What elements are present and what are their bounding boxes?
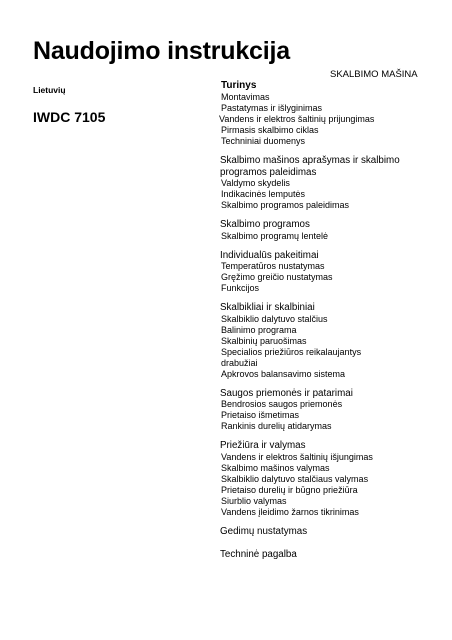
- toc-item: Vandens ir elektros šaltinių prijungimas: [219, 114, 375, 124]
- toc-item: Temperatūros nustatymas: [221, 261, 325, 271]
- toc-section-safety: [219, 388, 439, 433]
- toc-section-title: Skalbimo mašinos aprašymas ir skalbimo: [220, 155, 400, 166]
- toc-section-title: Skalbikliai ir skalbiniai: [220, 302, 315, 313]
- toc-item: Vandens ir elektros šaltinių išjungimas: [221, 451, 373, 462]
- toc-item: Specialios priežiūros reikalaujantys: [221, 346, 362, 357]
- toc-intro-items: [219, 92, 439, 147]
- toc-item: Prietaiso išmetimas: [221, 410, 300, 420]
- toc-section-title: Gedimų nustatymas: [220, 525, 308, 537]
- toc-section-detergents: [219, 302, 439, 380]
- toc-item: Skalbimo programų lentelė: [221, 230, 329, 241]
- toc-section-title: Priežiūra ir valymas: [220, 440, 306, 451]
- toc-item: Vandens įleidimo žarnos tikrinimas: [221, 506, 359, 517]
- toc-item: Funkcijos: [221, 283, 260, 293]
- toc-item: Valdymo skydelis: [221, 178, 290, 188]
- toc-section-title: programos paleidimas: [220, 166, 317, 178]
- toc-item: Pirmasis skalbimo ciklas: [221, 125, 319, 135]
- toc-item: Gręžimo greičio nustatymas: [221, 272, 333, 282]
- toc-section-programs: [219, 219, 439, 242]
- model-number: IWDC 7105: [33, 109, 106, 125]
- toc-item: Skalbimo mašinos valymas: [221, 462, 330, 473]
- toc-section-title: Skalbimo programos: [220, 219, 310, 230]
- toc-item: Bendrosios saugos priemonės: [221, 399, 343, 409]
- language-label: Lietuvių: [33, 85, 66, 95]
- toc-section-title: Individualūs pakeitimai: [220, 249, 319, 261]
- toc-item: Skalbinių paruošimas: [221, 335, 307, 346]
- toc-item: Rankinis durelių atidarymas: [221, 421, 332, 431]
- toc-item: Techniniai duomenys: [221, 136, 306, 146]
- toc-item: Skalbimo programos paleidimas: [221, 200, 350, 210]
- toc-item: drabužiai: [221, 357, 258, 368]
- document-title: Naudojimo instrukcija: [33, 37, 290, 65]
- toc-section-maintenance: [219, 440, 439, 518]
- toc-section-title: Techninė pagalba: [220, 549, 297, 560]
- toc-section-description: [219, 155, 439, 211]
- toc-section-title: Saugos priemonės ir patarimai: [220, 387, 353, 399]
- toc-section-custom-settings: [219, 250, 439, 295]
- toc-item: Pastatymas ir išlyginimas: [221, 103, 323, 113]
- table-of-contents: [219, 80, 439, 561]
- toc-section-troubleshooting: [219, 526, 439, 538]
- toc-item: Prietaiso durelių ir būgno priežiūra: [221, 484, 358, 495]
- toc-item: Montavimas: [221, 92, 270, 102]
- toc-item: Indikacinės lemputės: [221, 189, 306, 199]
- toc-item: Skalbiklio dalytuvo stalčius: [221, 313, 328, 324]
- toc-item: Balinimo programa: [221, 324, 297, 335]
- product-name: SKALBIMO MAŠINA: [330, 69, 418, 80]
- toc-item: Siurblio valymas: [221, 495, 287, 506]
- toc-section-service: [219, 549, 439, 561]
- toc-heading: Turinys: [221, 80, 257, 91]
- toc-item: Apkrovos balansavimo sistema: [221, 368, 346, 379]
- toc-item: Skalbiklio dalytuvo stalčiaus valymas: [221, 473, 369, 484]
